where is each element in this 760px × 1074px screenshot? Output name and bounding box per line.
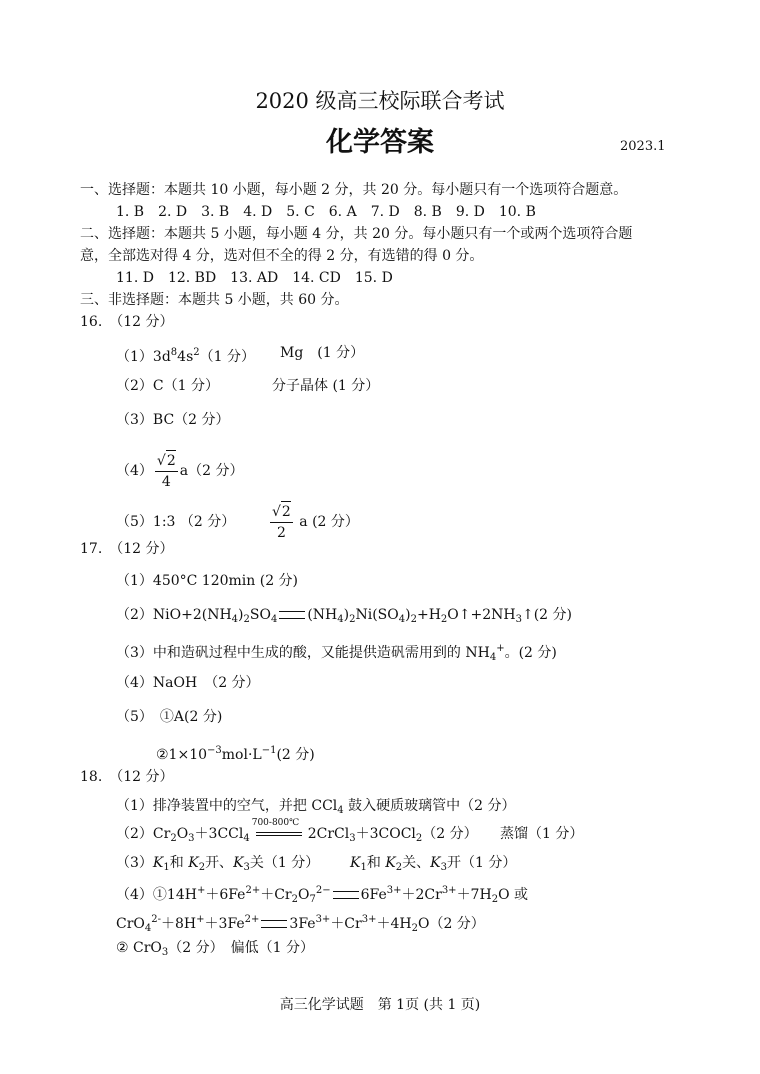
q18-part5: ② CrO$_3$（2 分） 偏低（1 分） [116, 940, 314, 958]
q17-head: 17. （12 分） [80, 541, 174, 557]
q18-part2-distill: 蒸馏（1 分） [500, 826, 584, 842]
equals-sign [333, 891, 359, 899]
q16-part3: （3）BC（2 分） [116, 412, 230, 428]
q18-part4-equation1: $(4)①14H^++6Fe^{2+}+Cr_2O_7^{2-}$ $6Fe^{3+}+2Cr^{3+}+7H_2O$ 或 [116, 885, 528, 905]
page-footer: 高三化学试题 第 1页 (共 1 页) [279, 997, 481, 1013]
q16-part4: （4） $\frac{√2}{4}$ a（2 分） [116, 450, 243, 492]
fraction-sqrt2-over-2: $\frac{√2}{2}$ [270, 501, 293, 543]
q18-part3a: $(3)K_1$和 $K_2$开、$K_3$关（1 分） [116, 855, 320, 873]
section1-answers: 1. B 2. D 3. B 4. D 5. C 6. A 7. D 8. B 9. D 10. B [116, 204, 536, 220]
q18-part3b: $K_1$和 $K_2$关、$K_3$开（1 分） [350, 855, 517, 873]
section2-answers: 11. D 12. BD 13. AD 14. CD 15. D [116, 270, 393, 286]
exam-title: 2020 级高三校际联合考试 [255, 89, 505, 113]
section2-heading-line1: 二、选择题：本题共 5 小题，每小题 4 分，共 20 分。每小题只有一个或两个选项符合题 [80, 226, 633, 242]
section3-heading: 三、非选择题：本题共 5 小题，共 60 分。 [80, 292, 349, 308]
reaction-condition-arrow: 700-800℃ [256, 827, 302, 841]
exam-date: 2023.1 [620, 139, 666, 154]
q16-part5a: （5）1:3 （2 分） [116, 514, 236, 530]
q16-part1b: Mg (1 分） [280, 345, 365, 361]
q16-part2b: 分子晶体 (1 分） [272, 378, 380, 394]
q18-part1: （1）排净装置中的空气，并把 CCl$_4$ 鼓入硬质玻璃管中（2 分） [116, 798, 516, 816]
q18-head: 18. （12 分） [80, 769, 174, 785]
q18-part2-equation: $(2)Cr_2O_3+3CCl_4$ 700-800℃ 2CrCl$_3$＋3COCl$_2$（2 分） [116, 818, 478, 844]
section2-heading-line2: 意，全部选对得 4 分，选对但不全的得 2 分，有选错的得 0 分。 [80, 248, 484, 264]
section1-heading: 一、选择题：本题共 10 小题，每小题 2 分，共 20 分。每小题只有一个选项符合题意。 [80, 182, 628, 198]
q16-head: 16. （12 分） [80, 314, 174, 330]
q17-part5b: $②1\times 10^{-3}mol\cdot L^{-1}(2$ 分) [156, 745, 315, 763]
q17-part3: （3）中和造矾过程中生成的酸，又能提供造矾需用到的 $NH_4^+$。(2 分) [116, 643, 557, 663]
q16-part1: $(1)3d^84s^2(1$ 分） [116, 347, 255, 365]
q17-part5: （5） ①A(2 分) [116, 709, 223, 725]
q16-part5b: $\frac{√2}{2}$ a (2 分） [268, 501, 359, 543]
equals-sign [261, 920, 287, 928]
q17-part2-equation: $(2)NiO+2(NH_4)_2SO_4$ $(NH_4)_2Ni(SO_4)_2+H_2O↑+2NH_3↑(2$ 分) [116, 607, 572, 625]
subject-title: 化学答案 [326, 127, 434, 158]
q17-part1: （1）450°C 120min (2 分) [116, 573, 299, 589]
q17-part4: （4）NaOH （2 分） [116, 675, 260, 691]
fraction-sqrt2-over-4: $\frac{√2}{4}$ [155, 450, 178, 492]
equals-sign [279, 611, 305, 619]
q16-part2a: （2）C（1 分） [116, 378, 219, 394]
q18-part4-equation2: $CrO_4^{2-}+8H^++3Fe^{2+}$ $3Fe^{3+}+Cr^{3+}+4H_2O(2$ 分） [116, 914, 485, 934]
